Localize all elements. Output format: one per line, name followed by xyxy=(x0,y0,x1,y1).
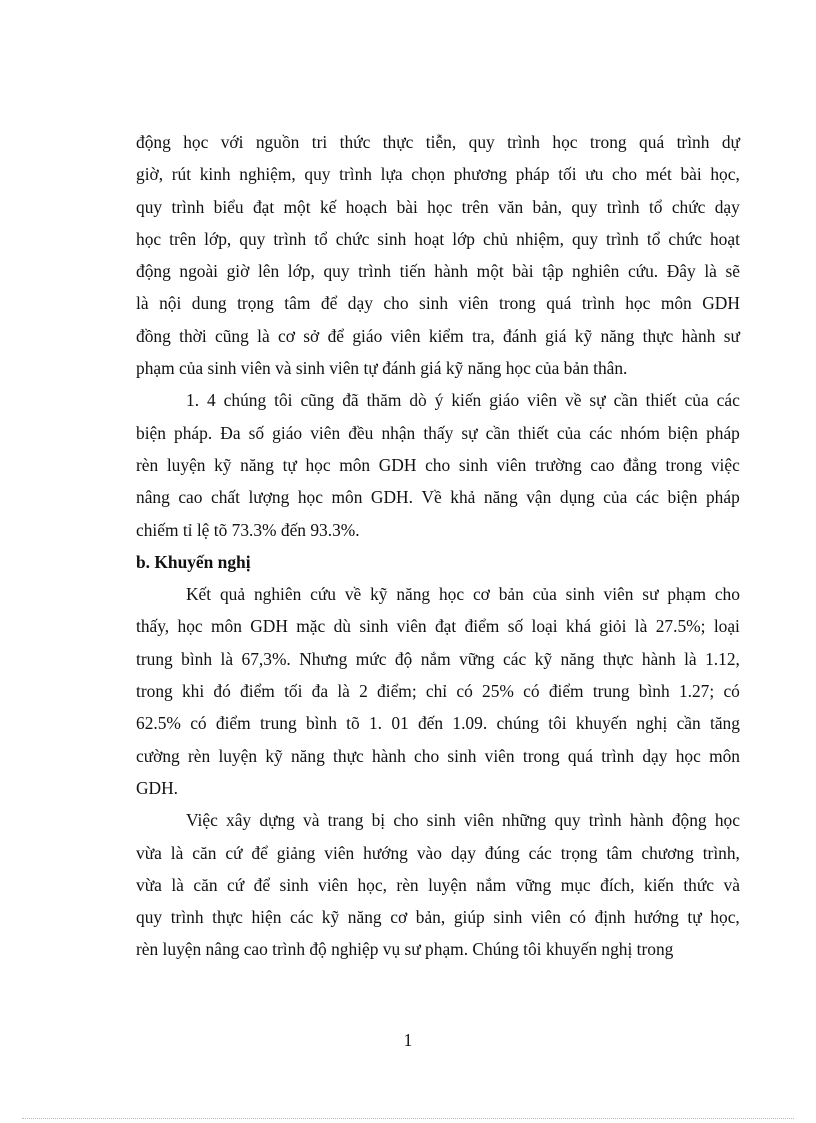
footer-divider xyxy=(22,1118,794,1119)
text-line: cường rèn luyện kỹ năng thực hành cho sinh viên trong quá trình dạy học môn xyxy=(136,745,740,766)
text-line: rèn luyện kỹ năng tự học môn GDH cho sinh viên trường cao đẳng trong việc xyxy=(136,454,740,475)
paragraph xyxy=(136,126,740,384)
text-line: nâng cao chất lượng học môn GDH. Về khả năng vận dụng của các biện pháp xyxy=(136,487,740,508)
text-line: quy trình thực hiện các kỹ năng cơ bản, giúp sinh viên có định hướng tự học, xyxy=(136,907,740,928)
text-line: thấy, học môn GDH mặc dù sinh viên đạt điểm số loại khá giỏi là 27.5%; loại xyxy=(136,616,740,637)
text-line: học trên lớp, quy trình tổ chức sinh hoạt lớp chủ nhiệm, quy trình tổ chức hoạt xyxy=(136,228,740,249)
text-line: quy trình biểu đạt một kế hoạch bài học trên văn bản, quy trình tổ chức dạy xyxy=(136,196,740,217)
page-number: 1 xyxy=(403,1030,413,1050)
text-line: Việc xây dựng và trang bị cho sinh viên những quy trình hành động học xyxy=(186,810,740,831)
text-line: trung bình là 67,3%. Nhưng mức độ nắm vững các kỹ năng thực hành là 1.12, xyxy=(136,648,740,669)
text-line: biện pháp. Đa số giáo viên đều nhận thấy sự cần thiết của các nhóm biện pháp xyxy=(136,422,740,443)
text-line: b. Khuyến nghị xyxy=(136,551,251,572)
text-line: động học với nguồn tri thức thực tiễn, quy trình học trong quá trình dự xyxy=(136,132,740,152)
text-line: vừa là căn cứ để sinh viên học, rèn luyện nắm vững mục đích, kiến thức và xyxy=(136,874,740,895)
section-heading xyxy=(136,546,740,578)
text-line: rèn luyện nâng cao trình độ nghiệp vụ sư phạm. Chúng tôi khuyến nghị trong xyxy=(136,939,674,960)
text-line: chiếm tỉ lệ tõ 73.3% đến 93.3%. xyxy=(136,519,360,540)
text-line: 62.5% có điểm trung bình tõ 1. 01 đến 1.09. chúng tôi khuyến nghị cần tăng xyxy=(136,713,740,734)
paragraph xyxy=(136,804,740,965)
text-line: động ngoài giờ lên lớp, quy trình tiến hành một bài tập nghiên cứu. Đây là sẽ xyxy=(136,261,740,282)
text-line: Kết quả nghiên cứu về kỹ năng học cơ bản của sinh viên sư phạm cho xyxy=(186,584,740,605)
text-line: giờ, rút kinh nghiệm, quy trình lựa chọn phương pháp tối ưu cho mét bài học, xyxy=(136,164,740,185)
text-line: phạm của sinh viên và sinh viên tự đánh giá kỹ năng học của bản thân. xyxy=(136,358,628,379)
text-line: đồng thời cũng là cơ sở để giáo viên kiểm tra, đánh giá kỹ năng thực hành sư xyxy=(136,325,740,346)
body-text xyxy=(136,126,740,966)
text-line: trong khi đó điểm tối đa là 2 điểm; chỉ có 25% có điểm trung bình 1.27; có xyxy=(136,681,740,702)
paragraph xyxy=(136,578,740,804)
text-line: vừa là căn cứ để giảng viên hướng vào dạy đúng các trọng tâm chương trình, xyxy=(136,842,740,863)
text-line: GDH. xyxy=(136,777,179,798)
text-line: 1. 4 chúng tôi cũng đã thăm dò ý kiến giáo viên về sự cần thiết của các xyxy=(186,390,740,411)
paragraph xyxy=(136,384,740,545)
text-line: là nội dung trọng tâm để dạy cho sinh viên trong quá trình học môn GDH xyxy=(136,293,740,314)
